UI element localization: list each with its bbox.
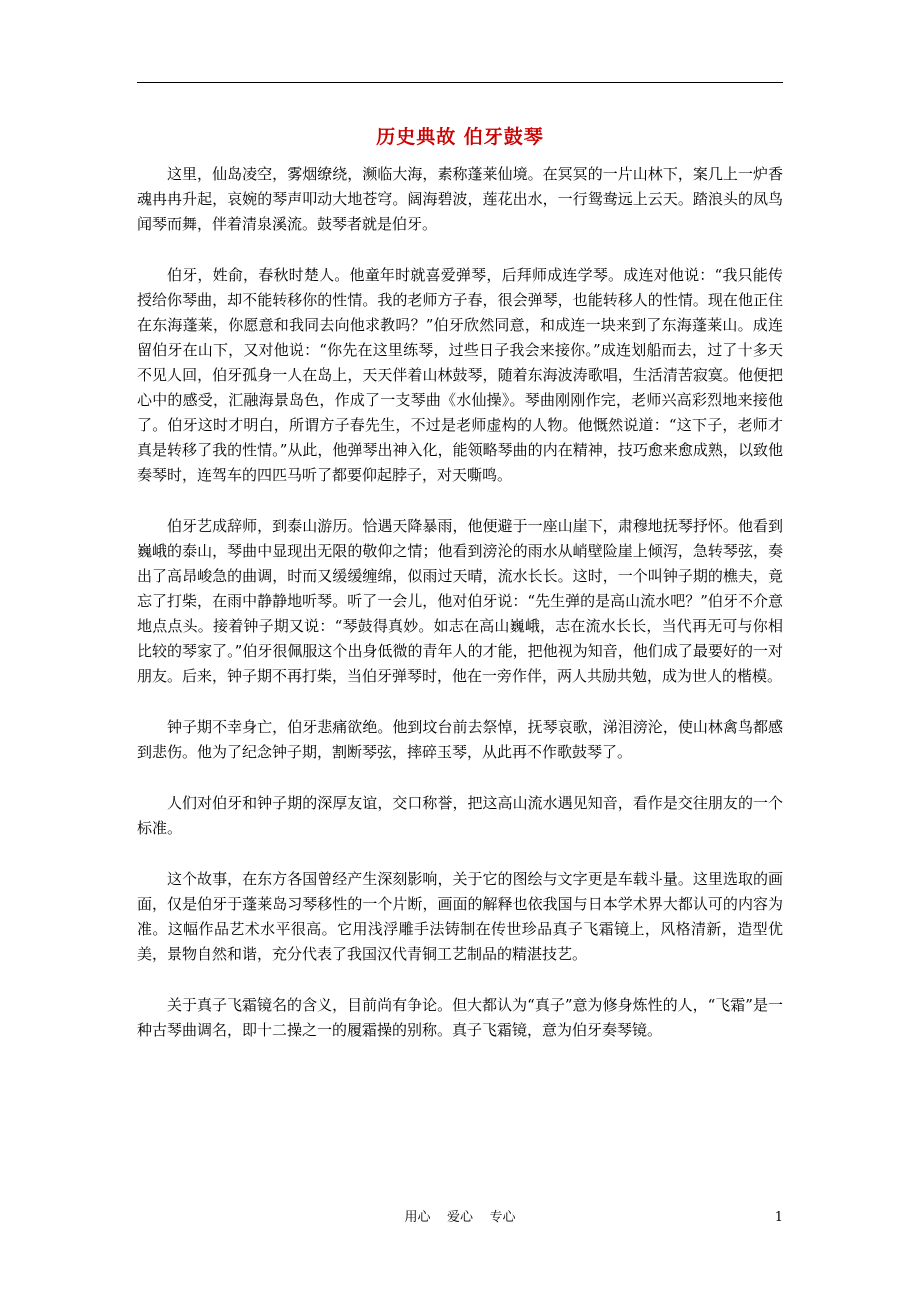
paragraph-4: 钟子期不幸身亡，伯牙悲痛欲绝。他到坟台前去祭悼，抚琴哀歌，涕泪滂沦，使山林禽鸟都感到悲伤。他为了纪念钟子期，割断琴弦，摔碎玉琴，从此再不作歌鼓琴了。 [137,718,783,761]
footer-motto: 用心 爱心 专心 [404,1210,516,1225]
article-body [137,162,783,1069]
page-footer [137,1208,783,1228]
paragraph-3: 伯牙艺成辞师，到泰山游历。恰遇天降暴雨，他便避于一座山崖下，肃穆地抚琴抒怀。他看到巍峨的泰山，琴曲中显现出无限的敬仰之情；他看到滂沦的雨水从峭壁险崖上倾泻，急转琴弦，奏出了高昂峻急的曲调，时而又缓缓缠绵，似雨过天晴，流水长长。这时，一个叫钟子期的樵夫，竟忘了打柴，在雨中静静地听琴。听了一会儿，他对伯牙说：“先生弹的是高山流水吧？”伯牙不介意地点点头。接着钟子期又说：“琴鼓得真妙。如志在高山巍峨，志在流水长长，当代再无可与你相比较的琴家了。”伯牙很佩服这个出身低微的青年人的才能，把他视为知音，他们成了最要好的一对朋友。后来，钟子期不再打柴，当伯牙弹琴时，他在一旁作伴，两人共励共勉，成为世人的楷模。 [137,517,783,685]
paragraph-5: 人们对伯牙和钟子期的深厚友谊，交口称誉，把这高山流水遇见知音，看作是交往朋友的一个标准。 [137,794,783,837]
paragraph-7: 关于真子飞霜镜名的含义，目前尚有争论。但大都认为“真子”意为修身炼性的人，“飞霜”是一种古琴曲调名，即十二操之一的履霜操的别称。真子飞霜镜，意为伯牙奏琴镜。 [137,996,783,1039]
header-rule [137,82,783,83]
paragraph-1: 这里，仙岛凌空，雾烟缭绕，濒临大海，素称蓬莱仙境。在冥冥的一片山林下，案几上一炉香魂冉冉升起，哀婉的琴声叩动大地苍穹。阔海碧波，莲花出水，一行鸳鸯远上云天。踏浪头的凤鸟闻琴而舞，伴着清泉溪流。鼓琴者就是伯牙。 [137,165,783,233]
page-number: 1 [774,1210,783,1225]
paragraph-6: 这个故事，在东方各国曾经产生深刻影响，关于它的图绘与文字更是车载斗量。这里选取的画面，仅是伯牙于蓬莱岛习琴移性的一个片断，画面的解释也依我国与日本学术界大都认可的内容为准。这幅作品艺术水平很高。它用浅浮雕手法铸制在传世珍品真子飞霜镜上，风格清新，造型优美，景物自然和谐，充分代表了我国汉代青铜工艺制品的精湛技艺。 [137,870,783,963]
paragraph-2: 伯牙，姓俞，春秋时楚人。他童年时就喜爱弹琴，后拜师成连学琴。成连对他说：“我只能传授给你琴曲，却不能转移你的性情。我的老师方子春，很会弹琴，也能转移人的性情。现在他正住在东海蓬莱，你愿意和我同去向他求教吗？”伯牙欣然同意，和成连一块来到了东海蓬莱山。成连留伯牙在山下，又对他说：“你先在这里练琴，过些日子我会来接你。”成连划船而去，过了十多天不见人回，伯牙孤身一人在岛上，天天伴着山林鼓琴，随着东海波涛歌唱，生活清苦寂寞。他便把心中的感受，汇融海景岛色，作成了一支琴曲《水仙操》。琴曲刚刚作完，老师兴高彩烈地来接他了。伯牙这时才明白，所谓方子春先生，不过是老师虚构的人物。他慨然说道：“这下子，老师才真是转移了我的性情。”从此，他弹琴出神入化，能领略琴曲的内在精神，技巧愈来愈成熟，以致他奏琴时，连驾车的四匹马听了都要仰起脖子，对天嘶鸣。 [137,266,783,484]
page-title: 历史典故 伯牙鼓琴 [376,126,544,148]
